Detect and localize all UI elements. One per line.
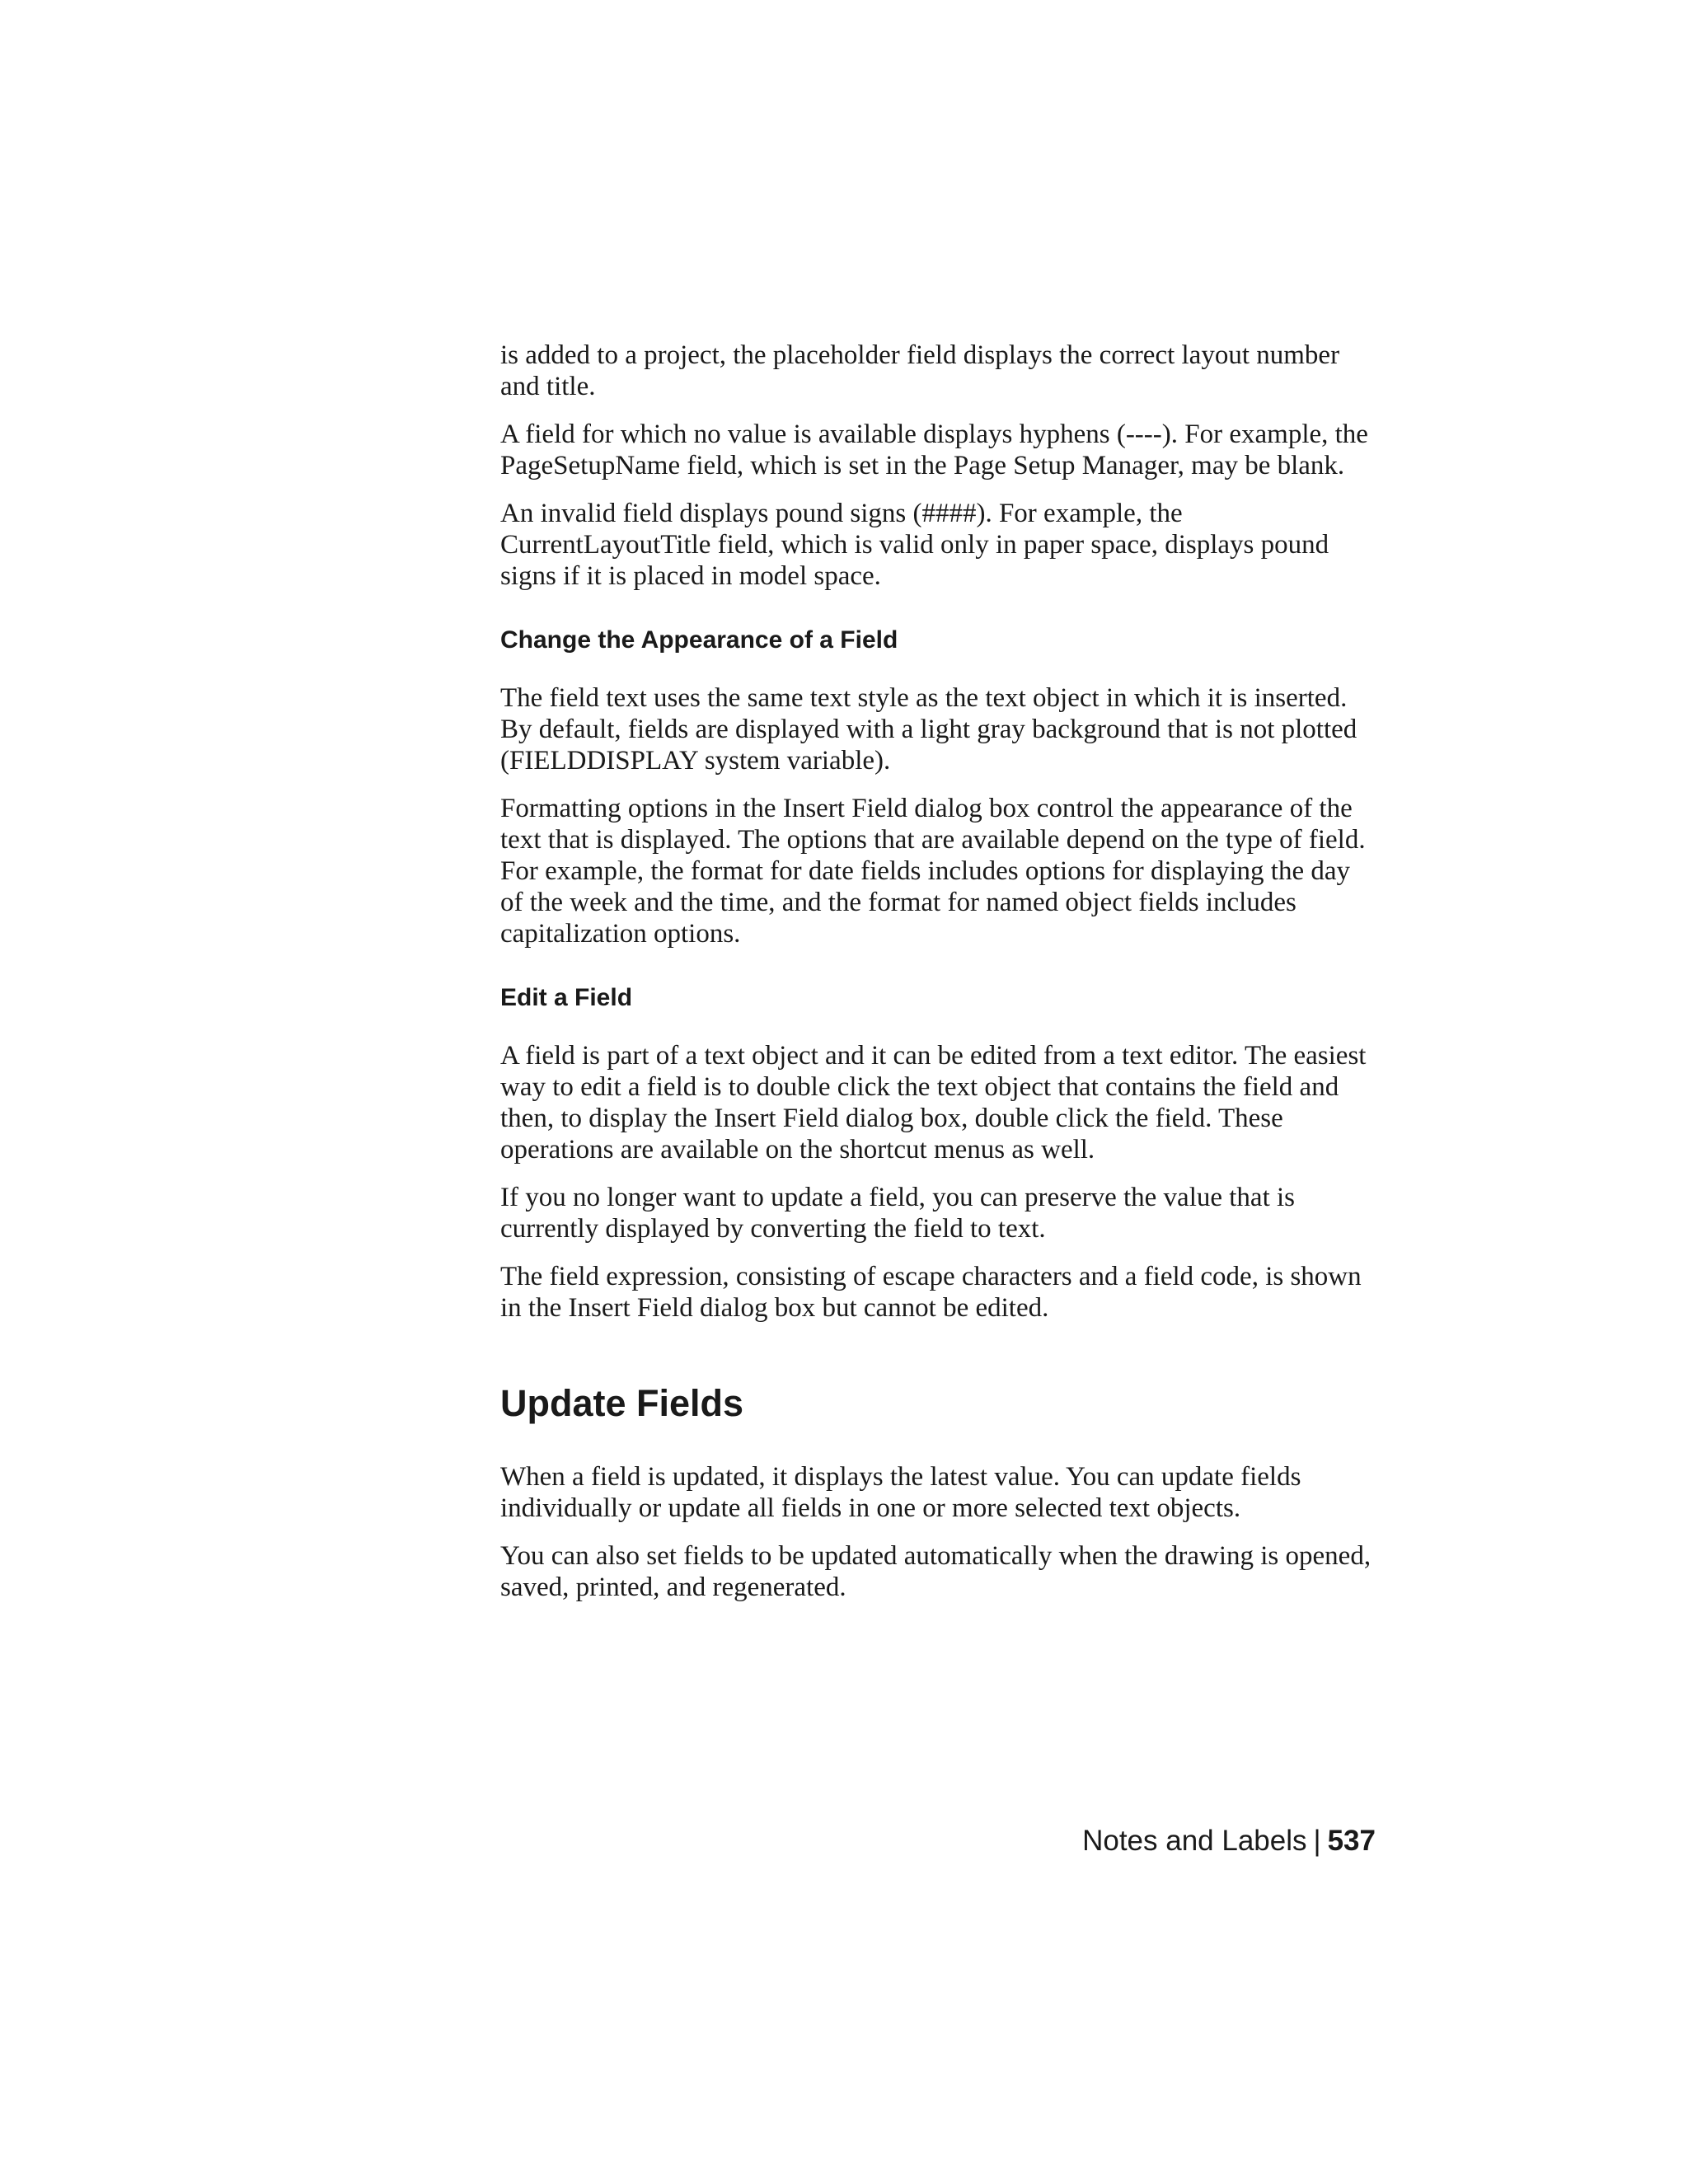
footer-section-title: Notes and Labels [1082,1825,1307,1857]
edit-paragraph-3: The field expression, consisting of escape characters and a field code, is shown in the Insert Field dialog box but cannot be edited. [500,1262,1362,1323]
appearance-heading: Change the Appearance of a Field [500,626,898,654]
page-footer [1082,1823,1376,1859]
intro-paragraph-2: A field for which no value is available displays hyphens (----). For example, the PageSetupName field, which is set in the Page Setup Manager, may be blank. [500,419,1368,480]
update-paragraph-2: You can also set fields to be updated automatically when the drawing is opened, saved, printed, and regenerated. [500,1541,1372,1602]
intro-paragraph-1: is added to a project, the placeholder field displays the correct layout number and title. [500,340,1340,401]
edit-heading: Edit a Field [500,984,633,1011]
edit-paragraph-1: A field is part of a text object and it can be edited from a text editor. The easiest way to edit a field is to double click the text object that contains the field and then, to display the Insert Field dialog box, double click the field. These operations are available on the shortcut menus as well. [500,1041,1367,1165]
update-fields-heading: Update Fields [500,1382,744,1424]
appearance-paragraph-1: The field text uses the same text style as the text object in which it is inserted. By default, fields are displayed with a light gray background that is not plotted (FIELDDISPLAY system variable). [500,683,1357,776]
intro-paragraph-3: An invalid field displays pound signs (####). For example, the CurrentLayoutTitle field, which is valid only in paper space, displays pound signs if it is placed in model space. [500,499,1329,591]
edit-paragraph-2: If you no longer want to update a field, you can preserve the value that is currently displayed by converting the field to text. [500,1183,1296,1244]
appearance-paragraph-2: Formatting options in the Insert Field dialog box control the appearance of the text that is displayed. The options that are available depend on the type of field. For example, the format for date fields includes options for displaying the day of the week and the time, and the format for named object fields includes capitalization options. [500,794,1366,949]
update-paragraph-1: When a field is updated, it displays the latest value. You can update fields individually or update all fields in one or more selected text objects. [500,1462,1301,1523]
page-number: 537 [1327,1825,1376,1857]
footer-separator: | [1313,1825,1321,1857]
text-column [500,340,1376,1619]
